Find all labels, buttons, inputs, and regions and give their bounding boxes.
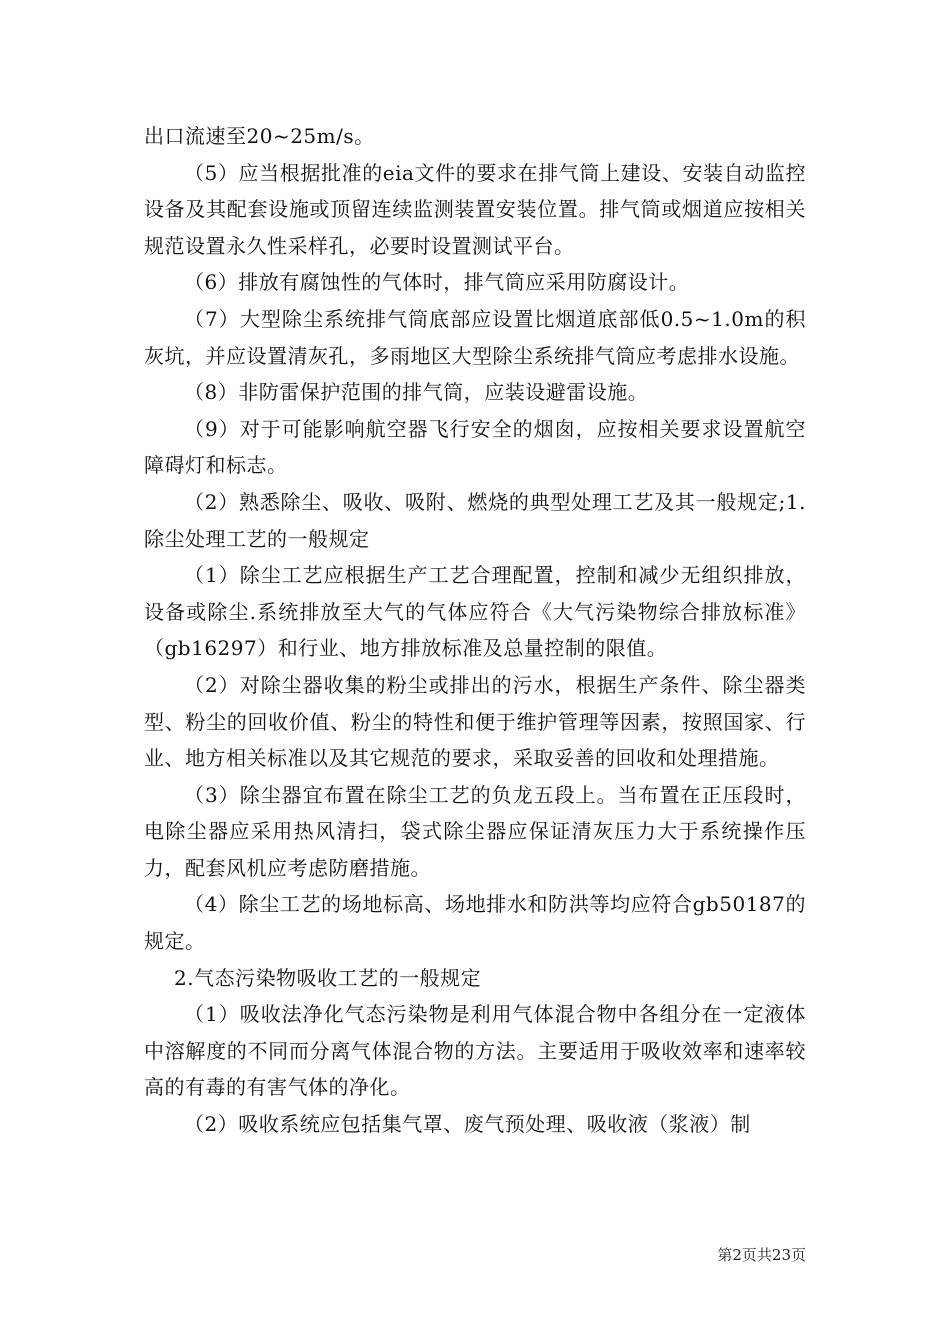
paragraph-13: （2）吸收系统应包括集气罩、废气预处理、吸收液（浆液）制	[184, 1112, 751, 1137]
paragraph-2: （6）排放有腐蚀性的气体时，排气筒应采用防腐设计。	[184, 270, 690, 295]
paragraph-7: （1）除尘工艺应根据生产工艺合理配置，控制和减少无组织排放，设备或除尘.系统排放至大气的气体应符合《大气污染物综合排放标准》（gb16297）和行业、地方排放标准及总量控制的限值。	[144, 563, 806, 661]
paragraph-5: （9）对于可能影响航空器飞行安全的烟囱，应按相关要求设置航空障碍灯和标志。	[144, 416, 806, 478]
paragraph-6: （2）熟悉除尘、吸收、吸附、燃烧的典型处理工艺及其一般规定;1.除尘处理工艺的一般规定	[144, 489, 806, 551]
document-body	[144, 118, 806, 1143]
paragraph-12: （1）吸收法净化气态污染物是利用气体混合物中各组分在一定液体中溶解度的不同而分离气体混合物的方法。主要适用于吸收效率和速率较高的有毒的有害气体的净化。	[144, 1002, 806, 1100]
paragraph-11: 2.气态污染物吸收工艺的一般规定	[174, 965, 482, 990]
paragraph-9: （3）除尘器宜布置在除尘工艺的负龙五段上。当布置在正压段时，电除尘器应采用热风清扫，袋式除尘器应保证清灰压力大于系统操作压力，配套风机应考虑防磨措施。	[144, 782, 806, 880]
page-number: 第2页共23页	[717, 1246, 806, 1264]
paragraph-1: （5）应当根据批准的eia文件的要求在排气筒上建设、安装自动监控设备及其配套设施或顶留连续监测装置安装位置。排气筒或烟道应按相关规范设置永久性采样孔，必要时设置测试平台。	[144, 160, 806, 258]
paragraph-10: （4）除尘工艺的场地标高、场地排水和防洪等均应符合gb50187的规定。	[144, 892, 806, 954]
paragraph-8: （2）对除尘器收集的粉尘或排出的污水，根据生产条件、除尘器类型、粉尘的回收价值、粉尘的特性和便于维护管理等因素，按照国家、行业、地方相关标准以及其它规范的要求，采取妥善的回收和处理措施。	[144, 672, 806, 771]
paragraph-0: 出口流速至20~25m/s。	[144, 124, 375, 148]
paragraph-4: （8）非防雷保护范围的排气筒，应装设避雷设施。	[184, 380, 649, 405]
paragraph-3: （7）大型除尘系统排气筒底部应设置比烟道底部低0.5~1.0m的积灰坑，并应设置清灰孔，多雨地区大型除尘系统排气筒应考虑排水设施。	[144, 306, 806, 368]
